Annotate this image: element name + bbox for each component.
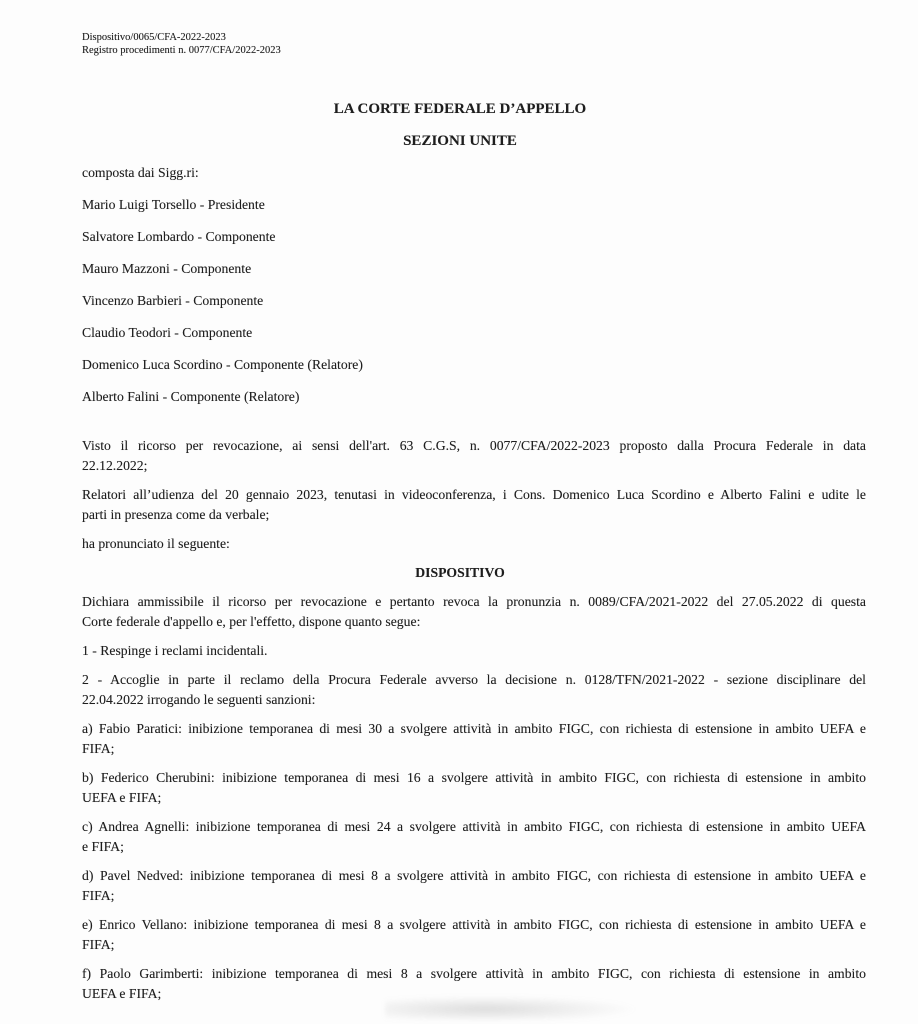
- sanction-paragraph-f: [82, 964, 866, 1004]
- registry-number-line: Registro procedimenti n. 0077/CFA/2022-2023: [82, 45, 281, 56]
- paragraph-line: UEFA e FIFA;: [82, 790, 162, 805]
- panel-member: Mario Luigi Torsello - Presidente: [82, 197, 265, 212]
- sections-subtitle: SEZIONI UNITE: [403, 133, 517, 149]
- paragraph-line: 2 - Accoglie in parte il reclamo della Procura Federale avverso la decisione n. 0128/TFN/2021-2022 - sezione disciplinare del: [82, 672, 866, 687]
- sanction-paragraph-b: [82, 768, 866, 808]
- decision-point-2: [82, 670, 866, 710]
- preamble-paragraph: [82, 534, 866, 554]
- panel-intro: composta dai Sigg.ri:: [82, 165, 199, 180]
- preamble-paragraph: [82, 436, 866, 476]
- decision-paragraph: [82, 592, 866, 632]
- document-reference-header: [82, 0, 866, 57]
- preamble-paragraph: [82, 485, 866, 525]
- dispositivo-heading: DISPOSITIVO: [415, 565, 505, 580]
- paragraph-line: c) Andrea Agnelli: inibizione temporanea di mesi 24 a svolgere attività in ambito FIGC, con richiesta di estensione in ambito UEFA: [82, 819, 866, 834]
- paragraph-line: ha pronunciato il seguente:: [82, 536, 230, 551]
- paragraph-line: FIFA;: [82, 888, 115, 903]
- sanction-paragraph-d: [82, 866, 866, 906]
- paragraph-line: FIFA;: [82, 937, 115, 952]
- case-number-line: Dispositivo/0065/CFA-2022-2023: [82, 32, 226, 43]
- panel-member: Alberto Falini - Componente (Relatore): [82, 389, 300, 404]
- panel-member: Salvatore Lombardo - Componente: [82, 229, 276, 244]
- paragraph-line: d) Pavel Nedved: inibizione temporanea di mesi 8 a svolgere attività in ambito FIGC, con richiesta di estensione in ambito UEFA e: [82, 868, 866, 883]
- panel-member: Claudio Teodori - Componente: [82, 325, 253, 340]
- paragraph-line: Visto il ricorso per revocazione, ai sensi dell'art. 63 C.G.S, n. 0077/CFA/2022-2023 proposto dalla Procura Federale in data: [82, 438, 866, 453]
- panel-composition-list: [82, 163, 866, 407]
- paragraph-line: FIFA;: [82, 741, 115, 756]
- paragraph-line: 22.12.2022;: [82, 458, 148, 473]
- paragraph-line: b) Federico Cherubini: inibizione temporanea di mesi 16 a svolgere attività in ambito FIGC, con richiesta di estensione in ambito: [82, 770, 866, 785]
- panel-member: Vincenzo Barbieri - Componente: [82, 293, 264, 308]
- paragraph-line: Corte federale d'appello e, per l'effetto, dispone quanto segue:: [82, 614, 421, 629]
- court-title: LA CORTE FEDERALE D’APPELLO: [333, 101, 587, 117]
- panel-member: Domenico Luca Scordino - Componente (Relatore): [82, 357, 363, 372]
- decision-point-1: [82, 641, 866, 661]
- paragraph-line: Relatori all’udienza del 20 gennaio 2023, tenutasi in videoconferenza, i Cons. Domenico Luca Scordino e Alberto Falini e udite le: [82, 487, 866, 502]
- paragraph-line: e) Enrico Vellano: inibizione temporanea di mesi 8 a svolgere attività in ambito FIGC, con richiesta di estensione in ambito UEFA e: [82, 917, 866, 932]
- paragraph-line: parti in presenza come da verbale;: [82, 507, 270, 522]
- paragraph-line: 22.04.2022 irrogando le seguenti sanzioni:: [82, 692, 316, 707]
- sanction-paragraph-c: [82, 817, 866, 857]
- panel-member: Mauro Mazzoni - Componente: [82, 261, 252, 276]
- document-body: [82, 436, 866, 1004]
- paragraph-line: a) Fabio Paratici: inibizione temporanea di mesi 30 a svolgere attività in ambito FIGC, con richiesta di estensione in ambito UEFA e: [82, 721, 866, 736]
- paragraph-line: Dichiara ammissibile il ricorso per revocazione e pertanto revoca la pronunzia n. 0089/CFA/2021-2022 del 27.05.2022 di questa: [82, 594, 866, 609]
- paragraph-line: 1 - Respinge i reclami incidentali.: [82, 643, 268, 658]
- sanction-paragraph-e: [82, 915, 866, 955]
- paragraph-line: e FIFA;: [82, 839, 124, 854]
- paragraph-line: UEFA e FIFA;: [82, 986, 162, 1001]
- sanction-paragraph-a: [82, 719, 866, 759]
- paragraph-line: f) Paolo Garimberti: inibizione temporanea di mesi 8 a svolgere attività in ambito FIGC, con richiesta di estensione in ambito: [82, 966, 866, 981]
